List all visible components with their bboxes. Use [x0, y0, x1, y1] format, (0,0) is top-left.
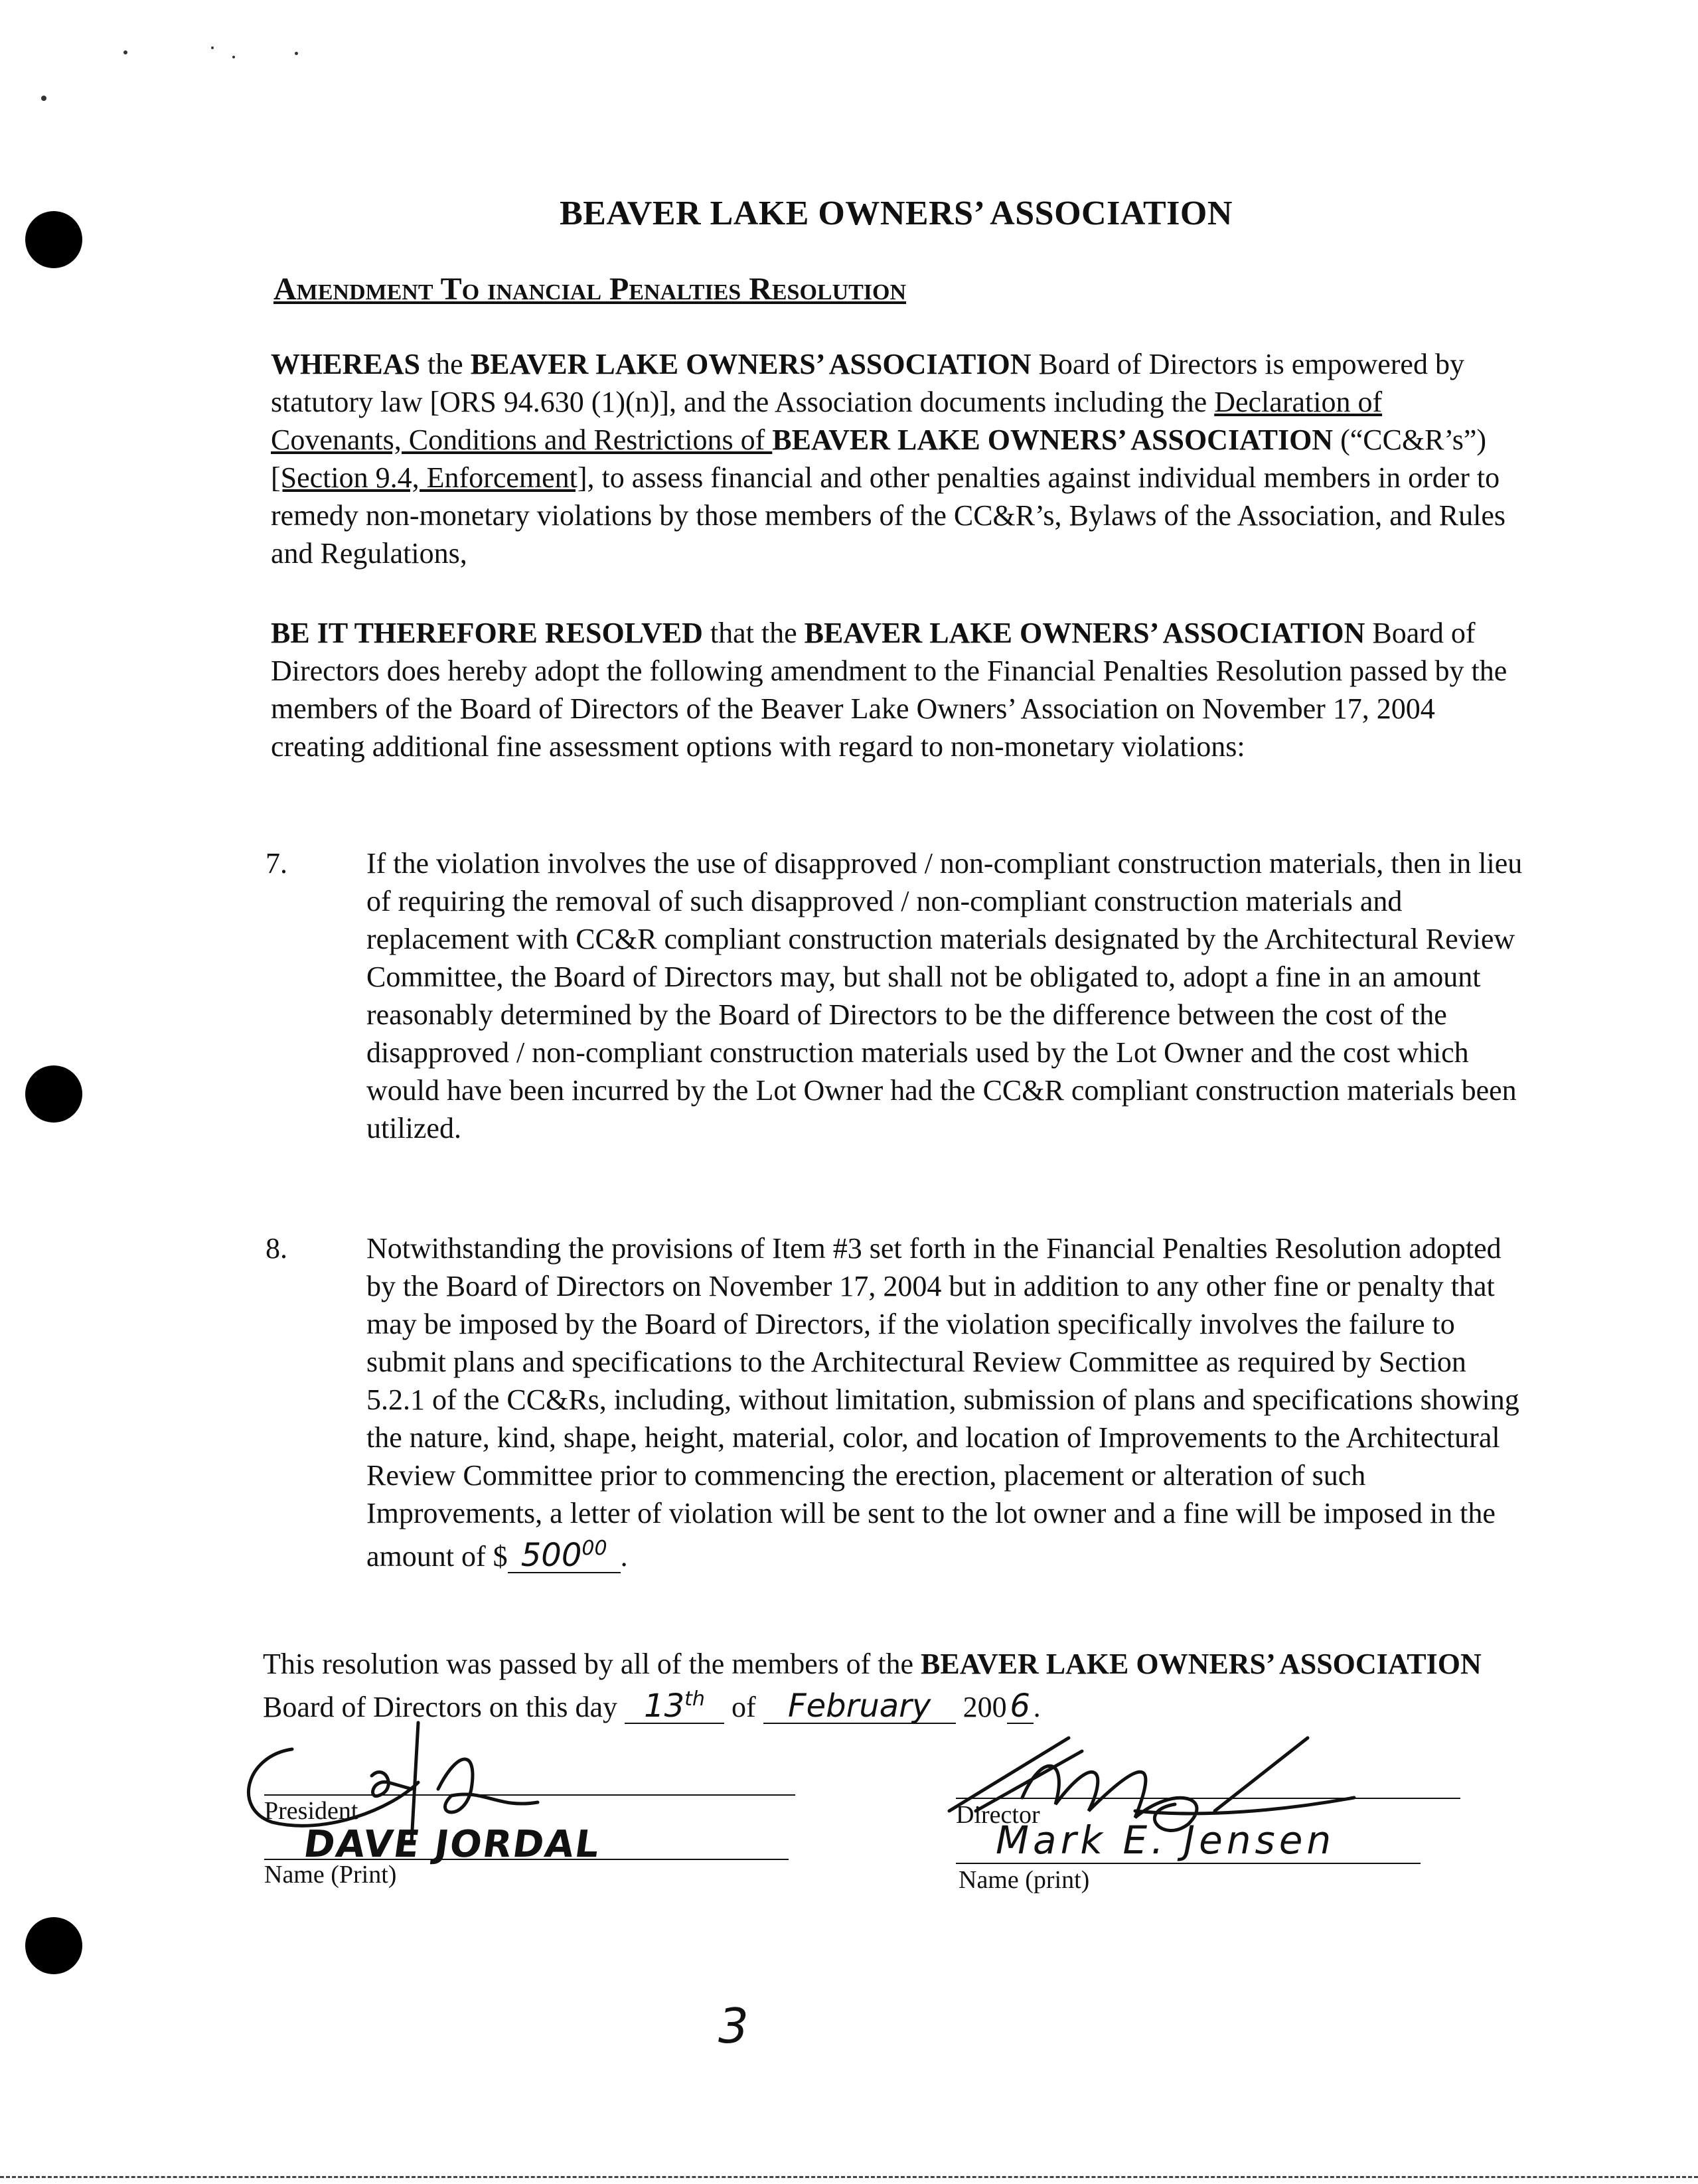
- text: Board of Directors is empowered by statutory law [ORS 94.630 (1)(n)], and the Association documents including the: [271, 348, 1464, 418]
- whereas-paragraph: [271, 345, 1519, 572]
- text: of: [724, 1691, 763, 1723]
- scan-speck: [41, 96, 46, 101]
- item-7: [266, 844, 1527, 1147]
- document-title: BEAVER LAKE OWNERS’ ASSOCIATION: [560, 195, 1233, 232]
- text: This resolution was passed by all of the members of the: [263, 1648, 921, 1680]
- punch-hole-middle: [25, 1065, 82, 1123]
- declaration-reference: Declaration of Covenants, Conditions and Restrictions of: [271, 386, 1383, 456]
- fine-amount-cents: 00: [581, 1537, 607, 1560]
- scan-speck: [295, 52, 298, 55]
- scan-edge-dashes: [0, 2176, 1698, 2178]
- org-name: BEAVER LAKE OWNERS’ ASSOCIATION: [921, 1648, 1482, 1680]
- resolved-keyword: BE IT THEREFORE RESOLVED: [271, 617, 703, 649]
- text: (“CC&R’s”): [1333, 424, 1487, 456]
- page-number: 3: [718, 1998, 749, 2054]
- month-field: February: [763, 1689, 956, 1724]
- director-printed-name: Mark E. Jensen: [996, 1818, 1336, 1863]
- fine-amount-field: [508, 1532, 621, 1573]
- org-name: BEAVER LAKE OWNERS’ ASSOCIATION: [470, 348, 1032, 380]
- day-value: 13: [644, 1687, 685, 1725]
- item-end: .: [620, 1540, 628, 1573]
- year-digit-field: 6: [1007, 1689, 1034, 1724]
- item-8: [266, 1229, 1527, 1575]
- whereas-keyword: WHEREAS: [271, 348, 420, 380]
- scan-speck: [211, 46, 214, 49]
- item-text: If the violation involves the use of disapproved / non-compliant construction materials, then in lieu of requiring the removal of such disapproved / non-compliant construction materials and replacement with CC&R compliant construction materials designated by the Architectural Review Committee, the Board of Directors may, but shall not be obligated to, adopt a fine in an amount reasonably determined by the Board of Directors to be the difference between the cost of the disapproved / non-compliant construction materials used by the Lot Owner and the cost which would have been incurred by the Lot Owner had the CC&R compliant construction materials been utilized.: [366, 847, 1523, 1144]
- fine-amount: 500: [520, 1537, 582, 1574]
- text: .: [1033, 1691, 1041, 1723]
- item-text: [366, 1229, 1527, 1575]
- item-text-content: Notwithstanding the provisions of Item #3 set forth in the Financial Penalties Resolution adopted by the Board of Directors on November 17, 2004 but in addition to any other fine or penalty that may be imposed by the Board of Directors, if the violation specifically involves the failure to submit plans and specifications to the Architectural Review Committee as required by Section 5.2.1 of the CC&Rs, including, without limitation, submission of plans and specifications showing the nature, kind, shape, height, material, color, and location of Improvements to the Architectural Review Committee prior to commencing the erection, placement or alteration of such Improvements, a letter of violation will be sent to the lot owner and a fine will be imposed in the amount of $: [366, 1232, 1519, 1573]
- scan-speck: [123, 50, 127, 54]
- org-name: BEAVER LAKE OWNERS’ ASSOCIATION: [772, 424, 1334, 456]
- text: , to assess financial and other penalties against individual members in order to remedy non-monetary violations by those members of the CC&R’s, Bylaws of the Association, and Rules and Regulations,: [271, 461, 1505, 570]
- day-suffix: th: [684, 1687, 705, 1711]
- president-signature-line: [264, 1794, 795, 1796]
- scan-speck: [232, 56, 235, 58]
- text: Board of Directors on this day: [263, 1691, 625, 1723]
- item-number: 8.: [266, 1232, 287, 1265]
- resolved-paragraph: [271, 614, 1519, 765]
- director-name-line: [956, 1863, 1421, 1864]
- director-name-label: Name (print): [959, 1866, 1090, 1894]
- president-name-label: Name (Print): [264, 1861, 397, 1889]
- item-number: 7.: [266, 847, 287, 880]
- day-field: [625, 1683, 724, 1724]
- text: Board of Directors does hereby adopt the following amendment to the Financial Penalties Resolution passed by the members of the Board of Directors of the Beaver Lake Owners’ Association on November 17, 2004 creating additional fine assessment options with regard to non-monetary violations:: [271, 617, 1507, 763]
- punch-hole-bottom: [25, 1917, 82, 1974]
- year-prefix: 200: [955, 1691, 1007, 1723]
- president-label: President: [264, 1797, 358, 1825]
- section-reference: [Section 9.4, Enforcement]: [271, 461, 587, 494]
- director-label: Director: [956, 1801, 1040, 1829]
- document-subtitle: Amendment To inancial Penalties Resolution: [273, 272, 907, 307]
- director-signature-line: [956, 1798, 1460, 1799]
- org-name: BEAVER LAKE OWNERS’ ASSOCIATION: [804, 617, 1365, 649]
- president-printed-name: DAVE JORDAL: [301, 1823, 603, 1866]
- text: the: [420, 348, 471, 380]
- text: that the: [702, 617, 805, 649]
